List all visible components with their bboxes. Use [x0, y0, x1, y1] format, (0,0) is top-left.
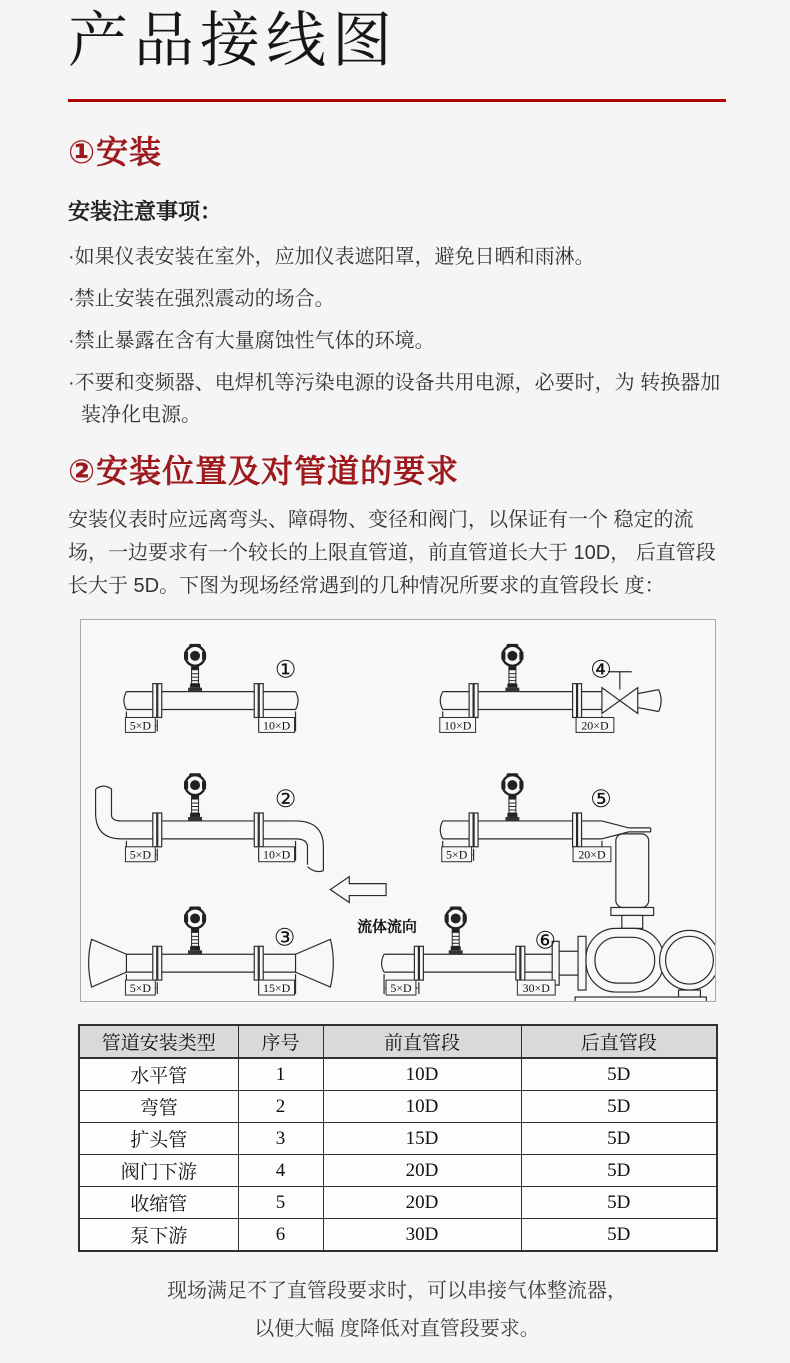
pipe-diagram [81, 620, 715, 1001]
cell-type: 收缩管 [79, 1187, 238, 1219]
col-header-install-type: 管道安装类型 [79, 1025, 238, 1058]
cell-index: 6 [238, 1219, 323, 1252]
note-item: ·不要和变频器、电焊机等污染电源的设备共用电源，必要时，为 转换器加装净化电源。 [68, 371, 721, 426]
rectifier-note-line2: 以便大幅 度降低对直管段要求。 [254, 1318, 540, 1341]
config-number: ② [274, 787, 297, 814]
diagram-config-elbow [96, 774, 324, 872]
note-item: ·如果仪表安装在室外，应加仪表遮阳罩，避免日晒和雨淋。 [68, 245, 595, 268]
section-position-requirements [68, 451, 726, 1349]
dim-label: 10×D [263, 848, 291, 863]
cell-upstream: 20D [323, 1155, 521, 1187]
flange-icon [573, 813, 582, 847]
flange-icon [153, 947, 162, 981]
position-paragraph: 安装仪表时应远离弯头、障碍物、变径和阀门，以保证有一个 稳定的流场，一边要求有一个较长的上限直管道，前直管道长大于 10D， 后直管段长大于 5D。下图为现场经常遇到的几种情况所要求的直管段长 度： [68, 509, 716, 598]
col-header-downstream: 后直管段 [521, 1025, 717, 1058]
rectifier-note-line1: 现场满足不了直管段要求时，可以串接气体整流器， [167, 1280, 627, 1303]
flow-meter-icon [501, 774, 523, 822]
flow-direction-label: 流体流向 [357, 919, 417, 936]
installation-heading: ①安装 [68, 134, 163, 170]
diagram-config-expander [89, 907, 334, 996]
cell-upstream: 30D [323, 1219, 521, 1252]
page-title: 产品接线图 [68, 7, 398, 74]
cell-index: 1 [238, 1058, 323, 1091]
diagram-config-valve [440, 644, 661, 733]
dim-label: 20×D [578, 848, 606, 863]
flange-icon [516, 947, 525, 981]
flange-icon [153, 684, 162, 718]
dim-label: 5×D [129, 718, 152, 733]
dim-label: 15×D [263, 981, 291, 996]
flow-meter-icon [184, 644, 206, 692]
flow-meter-icon [184, 774, 206, 822]
cell-downstream: 5D [521, 1219, 717, 1252]
pipe-requirements-table [78, 1024, 718, 1252]
installation-notes-list [68, 241, 726, 431]
table-row [79, 1187, 717, 1219]
cell-type: 扩头管 [79, 1123, 238, 1155]
diagram-config-pump [382, 834, 715, 1001]
dim-label: 5×D [129, 981, 152, 996]
diagram-config-horizontal [124, 644, 298, 733]
cell-upstream: 15D [323, 1123, 521, 1155]
config-number: ① [274, 658, 297, 685]
cell-downstream: 5D [521, 1187, 717, 1219]
table-row [79, 1123, 717, 1155]
cell-upstream: 10D [323, 1091, 521, 1123]
cell-index: 3 [238, 1123, 323, 1155]
flow-meter-icon [501, 644, 523, 692]
flange-icon [254, 684, 263, 718]
dim-label: 5×D [446, 848, 468, 863]
table-row [79, 1155, 717, 1187]
dim-label: 10×D [263, 718, 291, 733]
cell-index: 5 [238, 1187, 323, 1219]
flange-icon [469, 684, 478, 718]
note-item: ·禁止暴露在含有大量腐蚀性气体的环境。 [68, 329, 435, 352]
title-divider [68, 99, 726, 102]
dim-label: 30×D [522, 981, 550, 996]
valve-icon [620, 688, 638, 714]
dim-label: 20×D [581, 718, 609, 733]
flow-meter-icon [184, 907, 206, 955]
product-wiring-page [0, 6, 790, 1348]
cell-type: 阀门下游 [79, 1155, 238, 1187]
flow-direction [330, 877, 417, 936]
rectifier-note [68, 1272, 726, 1348]
section-installation [68, 132, 726, 431]
col-header-upstream: 前直管段 [323, 1025, 521, 1058]
table-row [79, 1058, 717, 1091]
table-header-row [79, 1025, 717, 1058]
cell-index: 4 [238, 1155, 323, 1187]
config-number: ⑥ [534, 928, 556, 955]
cell-downstream: 5D [521, 1123, 717, 1155]
flow-arrow-icon [330, 877, 386, 903]
cell-downstream: 5D [521, 1091, 717, 1123]
flange-icon [414, 947, 423, 981]
pipe-diagram-box [80, 619, 716, 1002]
note-item: ·禁止安装在强烈震动的场合。 [68, 287, 335, 310]
installation-notes-subheading: 安装注意事项： [68, 198, 223, 224]
flange-icon [153, 813, 162, 847]
cell-type: 泵下游 [79, 1219, 238, 1252]
config-number: ④ [590, 658, 612, 685]
flow-meter-icon [445, 907, 467, 955]
dim-label: 5×D [390, 981, 412, 996]
flange-icon [254, 947, 263, 981]
cell-upstream: 20D [323, 1187, 521, 1219]
expander-cone-icon [296, 940, 334, 988]
flange-icon [573, 684, 582, 718]
cell-downstream: 5D [521, 1155, 717, 1187]
cell-downstream: 5D [521, 1058, 717, 1091]
valve-icon [602, 688, 620, 714]
config-number: ⑤ [590, 787, 612, 814]
config-number: ③ [273, 925, 296, 952]
expander-cone-icon [89, 940, 127, 988]
cell-upstream: 10D [323, 1058, 521, 1091]
cell-index: 2 [238, 1091, 323, 1123]
cell-type: 水平管 [79, 1058, 238, 1091]
dim-label: 5×D [129, 848, 152, 863]
position-heading: ②安装位置及对管道的要求 [68, 452, 460, 489]
table-row [79, 1219, 717, 1252]
dim-label: 10×D [444, 718, 472, 733]
table-row [79, 1091, 717, 1123]
flange-icon [254, 813, 263, 847]
col-header-index: 序号 [238, 1025, 323, 1058]
cell-type: 弯管 [79, 1091, 238, 1123]
flange-icon [469, 813, 478, 847]
